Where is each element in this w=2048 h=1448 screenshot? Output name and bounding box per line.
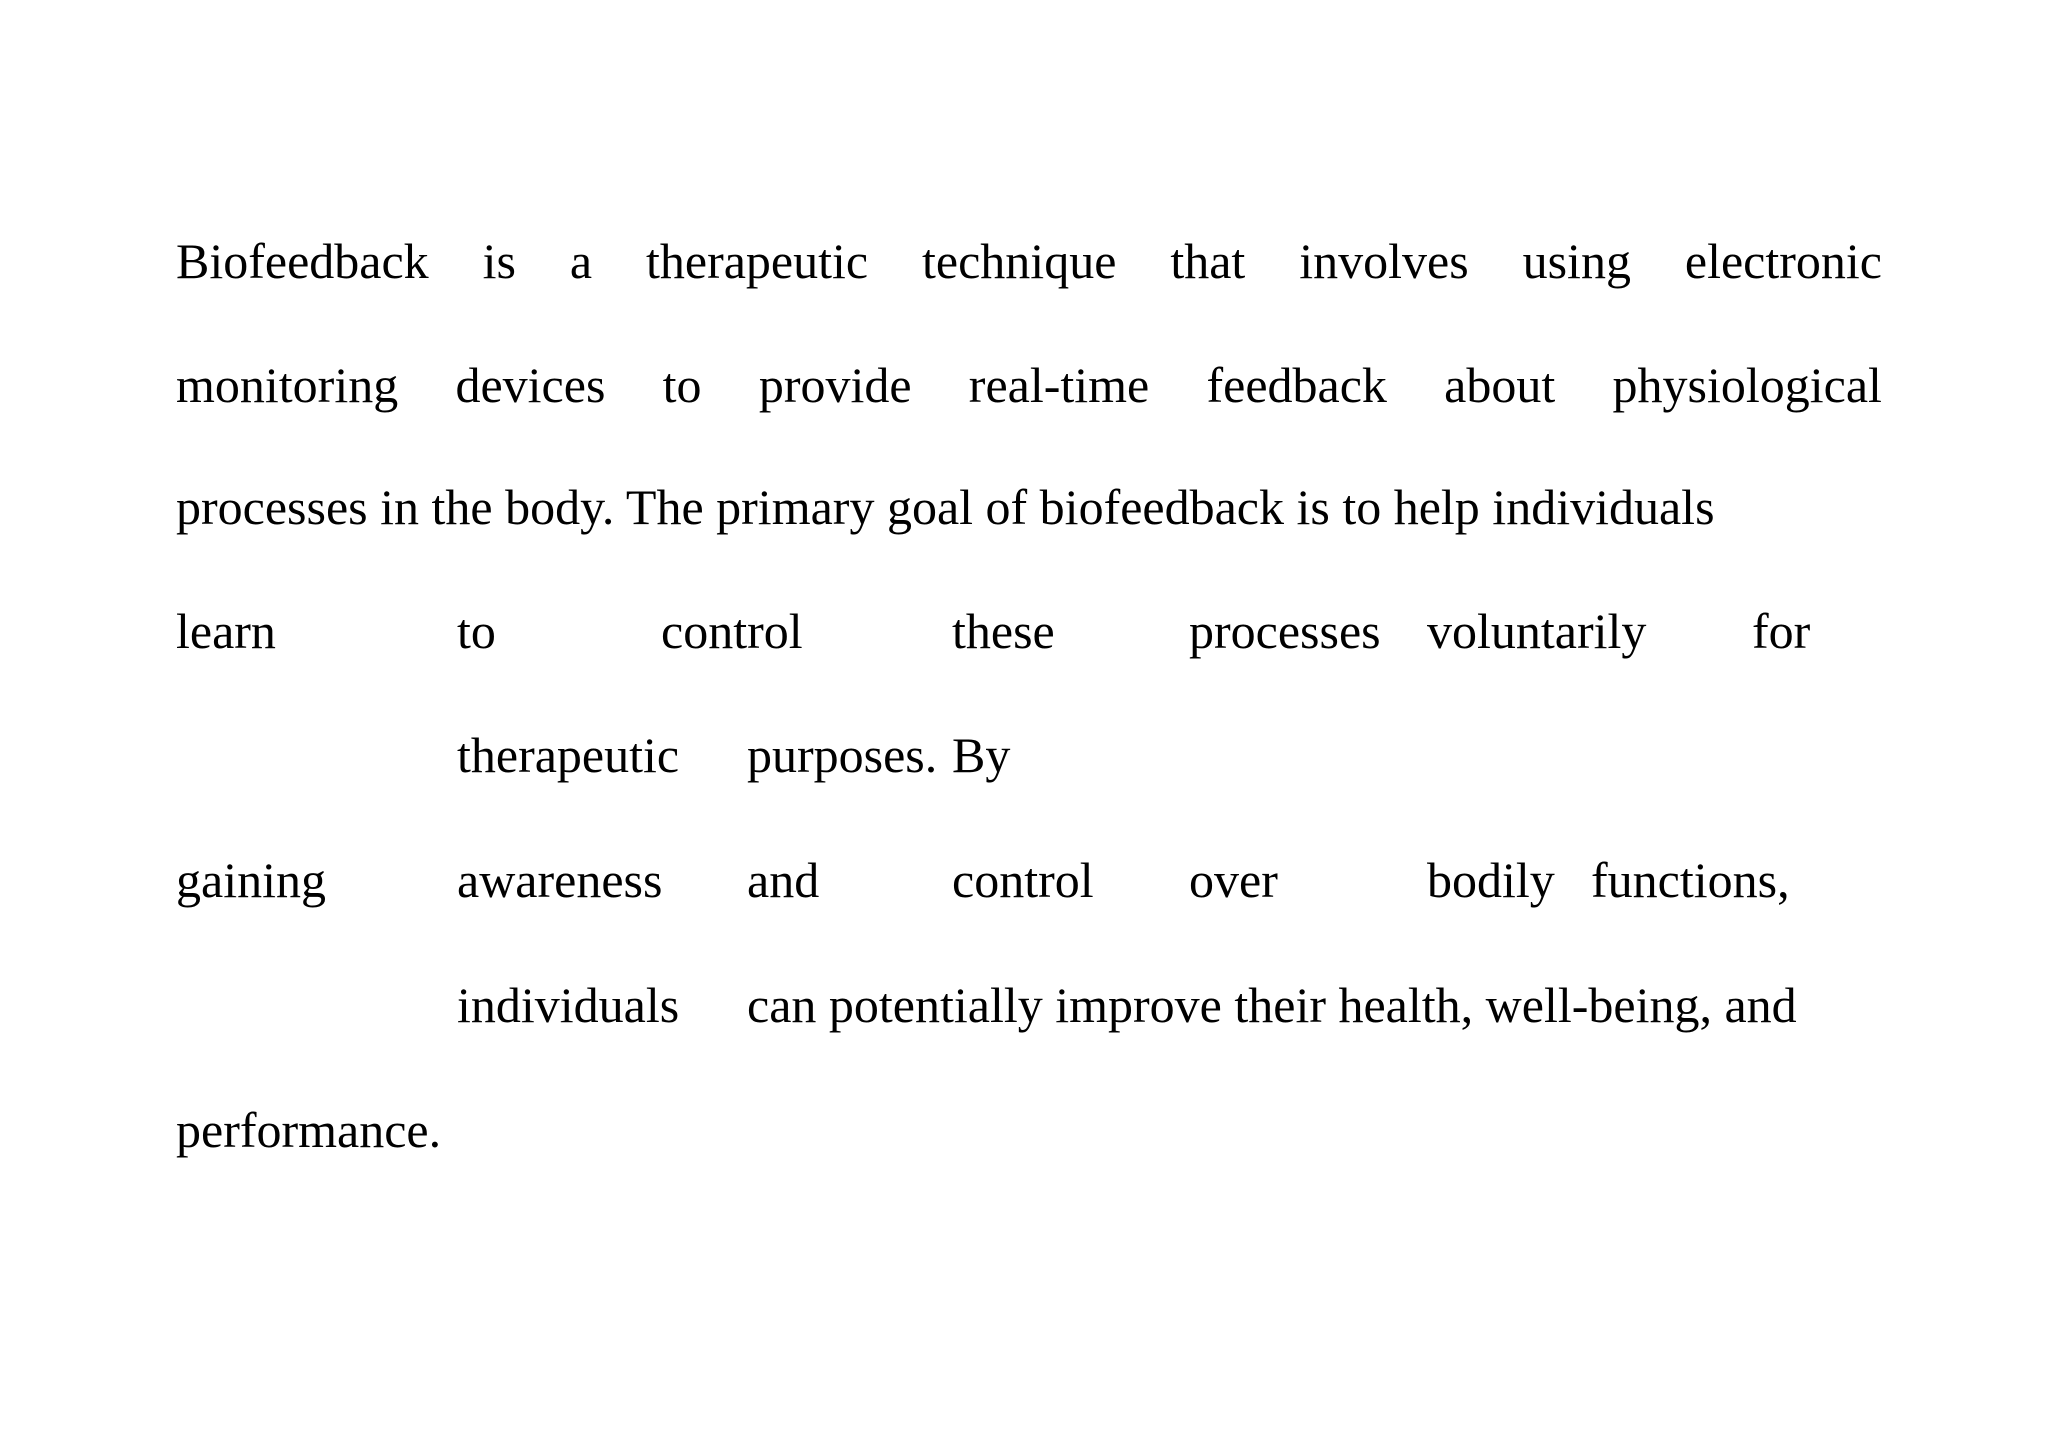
word: provide (758, 357, 912, 413)
word: devices (455, 357, 606, 413)
word: voluntarily (1427, 603, 1647, 659)
word: processes (1189, 603, 1381, 659)
word: learn (176, 603, 276, 659)
paragraph-line-8: performance. (176, 1102, 442, 1158)
word: about (1444, 357, 1556, 413)
word: to (662, 357, 702, 413)
word: individuals (457, 977, 680, 1033)
word: involves (1299, 233, 1469, 289)
paragraph-line-6 (176, 850, 1882, 910)
word: functions, (1591, 852, 1790, 908)
word: therapeutic (457, 727, 680, 783)
word: therapeutic (646, 233, 869, 289)
word: By (952, 727, 1011, 783)
word: using (1522, 233, 1631, 289)
word: purposes. (747, 727, 938, 783)
paragraph-line-2 (176, 355, 1882, 415)
word: and (747, 852, 820, 908)
word: control (661, 603, 803, 659)
word: physiological (1612, 357, 1882, 413)
word: for (1752, 603, 1811, 659)
word: technique (922, 233, 1117, 289)
word: monitoring (176, 357, 399, 413)
word: over (1189, 852, 1278, 908)
word: to (457, 603, 496, 659)
word: electronic (1684, 233, 1882, 289)
paragraph-line-7 (176, 975, 1882, 1035)
word: real-time (968, 357, 1150, 413)
word: that (1170, 233, 1246, 289)
word: bodily (1427, 852, 1555, 908)
paragraph-line-5 (176, 725, 1882, 785)
paragraph-line-1 (176, 231, 1882, 291)
paragraph-line-4 (176, 601, 1882, 661)
word: these (952, 603, 1055, 659)
word: a (569, 233, 593, 289)
word: can potentially improve their health, well-being, and (747, 977, 1797, 1033)
paragraph-line-3: processes in the body. The primary goal of biofeedback is to help individuals (176, 479, 1715, 535)
word: gaining (176, 852, 326, 908)
word: is (482, 233, 516, 289)
word: feedback (1206, 357, 1387, 413)
word: Biofeedback (176, 233, 429, 289)
word: control (952, 852, 1094, 908)
word: awareness (457, 852, 663, 908)
